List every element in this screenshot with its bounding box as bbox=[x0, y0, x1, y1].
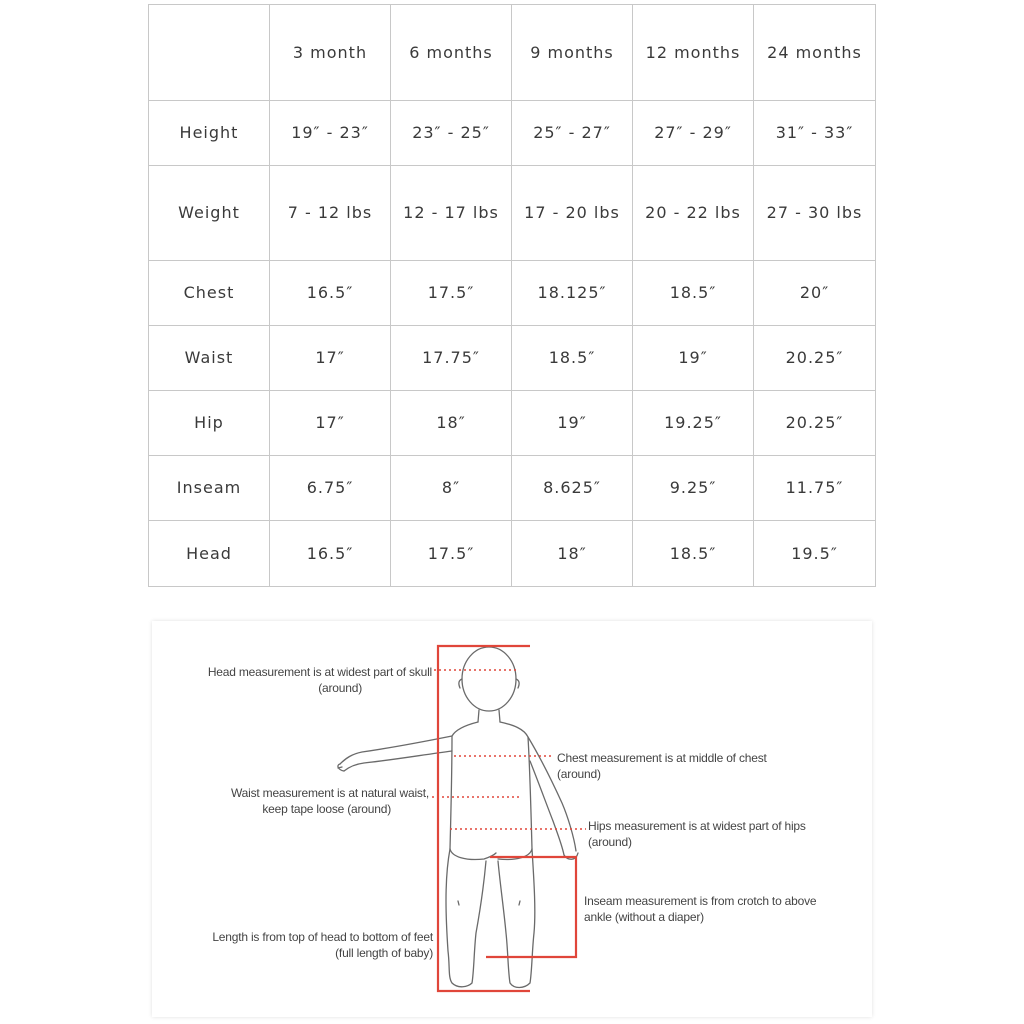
hips-measurement-label bbox=[588, 818, 858, 850]
table-cell: 18″ bbox=[512, 521, 633, 587]
head-measurement-label bbox=[152, 664, 432, 696]
header-cell-3-month: 3 month bbox=[270, 5, 391, 101]
chest-measurement-label bbox=[557, 750, 817, 782]
waist-label-sub: keep tape loose (around) bbox=[262, 802, 391, 816]
table-cell: 12 - 17 lbs bbox=[391, 166, 512, 261]
inseam-label-sub: ankle (without a diaper) bbox=[584, 910, 704, 924]
table-cell: 20 - 22 lbs bbox=[633, 166, 754, 261]
table-cell: 18.125″ bbox=[512, 261, 633, 326]
table-cell: 25″ - 27″ bbox=[512, 101, 633, 166]
table-cell: 9.25″ bbox=[633, 456, 754, 521]
table-cell: 17 - 20 lbs bbox=[512, 166, 633, 261]
inseam-label-text: Inseam measurement is from crotch to above bbox=[584, 894, 817, 908]
waist-label-text: Waist measurement is at natural waist, bbox=[230, 786, 429, 800]
chest-label-sub: (around) bbox=[557, 767, 601, 781]
header-cell-empty bbox=[149, 5, 270, 101]
table-cell: 8″ bbox=[391, 456, 512, 521]
table-cell: 18.5″ bbox=[633, 261, 754, 326]
head-label-sub: (around) bbox=[318, 681, 362, 695]
table-cell: 27″ - 29″ bbox=[633, 101, 754, 166]
length-measurement-label bbox=[152, 929, 433, 961]
baby-torso-left bbox=[450, 722, 478, 849]
size-chart-table bbox=[148, 4, 876, 587]
waist-measurement-label bbox=[152, 785, 429, 817]
baby-head-outline bbox=[462, 647, 516, 711]
table-cell: 11.75″ bbox=[754, 456, 876, 521]
table-cell: 17.5″ bbox=[391, 261, 512, 326]
hips-label-sub: (around) bbox=[588, 835, 632, 849]
table-cell: 19″ - 23″ bbox=[270, 101, 391, 166]
table-header-row bbox=[149, 5, 876, 101]
table-cell: 20″ bbox=[754, 261, 876, 326]
table-cell: 27 - 30 lbs bbox=[754, 166, 876, 261]
table-cell: 20.25″ bbox=[754, 391, 876, 456]
table-cell: 23″ - 25″ bbox=[391, 101, 512, 166]
table-cell: 6.75″ bbox=[270, 456, 391, 521]
row-label-weight: Weight bbox=[149, 166, 270, 261]
length-label-text: Length is from top of head to bottom of feet bbox=[212, 930, 433, 944]
table-row bbox=[149, 326, 876, 391]
inseam-measurement-label bbox=[584, 893, 864, 925]
table-cell: 18.5″ bbox=[512, 326, 633, 391]
table-row bbox=[149, 166, 876, 261]
table-cell: 18.5″ bbox=[633, 521, 754, 587]
chest-label-text: Chest measurement is at middle of chest bbox=[557, 751, 767, 765]
table-cell: 17″ bbox=[270, 326, 391, 391]
row-label-hip: Hip bbox=[149, 391, 270, 456]
row-label-head: Head bbox=[149, 521, 270, 587]
table-cell: 31″ - 33″ bbox=[754, 101, 876, 166]
table-cell: 17″ bbox=[270, 391, 391, 456]
row-label-inseam: Inseam bbox=[149, 456, 270, 521]
header-cell-12-months: 12 months bbox=[633, 5, 754, 101]
table-cell: 19.5″ bbox=[754, 521, 876, 587]
table-cell: 19.25″ bbox=[633, 391, 754, 456]
table-cell: 17.5″ bbox=[391, 521, 512, 587]
baby-torso-right bbox=[500, 722, 532, 849]
table-cell: 17.75″ bbox=[391, 326, 512, 391]
table-row bbox=[149, 456, 876, 521]
row-label-height: Height bbox=[149, 101, 270, 166]
measurement-diagram bbox=[152, 621, 872, 1017]
header-cell-24-months: 24 months bbox=[754, 5, 876, 101]
table-row bbox=[149, 391, 876, 456]
table-cell: 18″ bbox=[391, 391, 512, 456]
table-cell: 20.25″ bbox=[754, 326, 876, 391]
row-label-waist: Waist bbox=[149, 326, 270, 391]
header-cell-6-months: 6 months bbox=[391, 5, 512, 101]
table-cell: 19″ bbox=[633, 326, 754, 391]
table-cell: 16.5″ bbox=[270, 261, 391, 326]
table-cell: 19″ bbox=[512, 391, 633, 456]
table-row bbox=[149, 261, 876, 326]
length-label-sub: (full length of baby) bbox=[335, 946, 433, 960]
table-cell: 7 - 12 lbs bbox=[270, 166, 391, 261]
header-cell-9-months: 9 months bbox=[512, 5, 633, 101]
row-label-chest: Chest bbox=[149, 261, 270, 326]
hips-label-text: Hips measurement is at widest part of hips bbox=[588, 819, 806, 833]
length-bracket bbox=[438, 646, 530, 991]
table-cell: 8.625″ bbox=[512, 456, 633, 521]
table-row bbox=[149, 101, 876, 166]
head-label-text: Head measurement is at widest part of skull bbox=[207, 665, 432, 679]
table-row bbox=[149, 521, 876, 587]
table-cell: 16.5″ bbox=[270, 521, 391, 587]
